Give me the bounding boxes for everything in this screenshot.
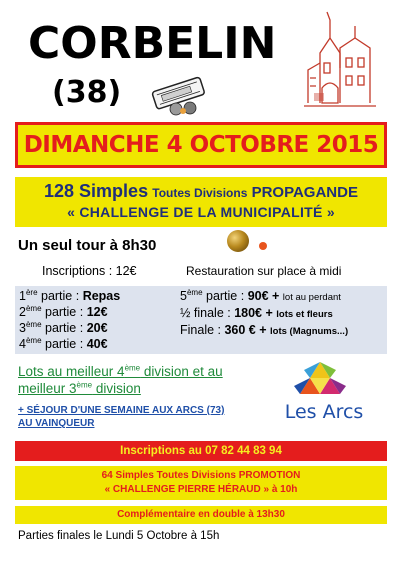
prize-round-1: [19, 289, 120, 303]
petanque-bag-illustration: [148, 74, 210, 121]
prize-round-2: [19, 305, 108, 319]
prize-label: partie :: [37, 289, 83, 303]
prize-final: [180, 323, 348, 337]
stay-prize-line: + SÉJOUR D'UNE SEMAINE AUX ARCS (73): [18, 405, 225, 416]
prize-extra: lots (Magnums...): [270, 326, 349, 337]
finals-note: Parties finales le Lundi 5 Octobre à 15h: [18, 530, 220, 542]
les-arcs-logo-text: Les Arcs: [284, 401, 364, 423]
prize-value: 360 € +: [224, 323, 270, 337]
stay-prize-line: AU VAINQUEUR: [18, 418, 95, 429]
prize-table: [15, 286, 387, 354]
prize-round-suffix: ère: [25, 287, 38, 297]
prize-round-3: [19, 321, 108, 335]
prize-value: 90€ +: [247, 289, 283, 303]
prize-round-number: 1: [19, 289, 26, 303]
prize-label: partie :: [41, 321, 87, 335]
event-box: [15, 177, 387, 227]
promotion-line: « CHALLENGE PIERRE HÉRAUD » à 10h: [104, 484, 298, 495]
prize-extra: lots et fleurs: [276, 309, 333, 320]
prize-value: 180€ +: [234, 306, 277, 320]
prize-value: 20€: [86, 321, 108, 335]
date-banner: [15, 122, 387, 168]
prize-value: 40€: [86, 337, 108, 351]
registration-phone-bar: Inscriptions au 07 82 44 83 94: [15, 441, 387, 461]
prize-round-suffix: ème: [186, 287, 203, 297]
prize-label: partie :: [41, 337, 87, 351]
town-title: CORBELIN: [28, 18, 277, 69]
lots-text-part: division: [92, 381, 141, 396]
lots-suffix: ème: [124, 363, 141, 373]
prize-label: ½ finale :: [180, 306, 235, 320]
prize-value: 12€: [86, 305, 108, 319]
lots-suffix: ème: [76, 380, 93, 390]
lots-text-part: Lots au meilleur 4: [18, 364, 125, 379]
prize-round-5: [180, 289, 341, 303]
prize-round-number: 2: [19, 305, 26, 319]
prize-extra: lot au perdant: [282, 292, 341, 303]
prize-label: partie :: [202, 289, 248, 303]
event-challenge: « CHALLENGE DE LA MUNICIPALITÉ »: [67, 204, 335, 220]
prize-label: Finale :: [180, 323, 225, 337]
les-arcs-logo: [270, 360, 378, 426]
division-lots-text: [18, 363, 258, 397]
prize-round-number: 5: [180, 289, 187, 303]
promotion-line: 64 Simples Toutes Divisions PROMOTION: [101, 470, 301, 481]
catering-note: Restauration sur place à midi: [186, 264, 342, 278]
event-divisions: Toutes Divisions: [152, 186, 248, 200]
jack-ball-icon: [259, 242, 267, 250]
prize-round-suffix: ème: [25, 335, 42, 345]
prize-round-suffix: ème: [25, 319, 42, 329]
prize-semifinal: [180, 306, 333, 320]
prize-value: Repas: [82, 289, 121, 303]
prize-round-number: 3: [19, 321, 26, 335]
registration-fee: Inscriptions : 12€: [42, 264, 137, 278]
prize-label: partie :: [41, 305, 87, 319]
event-date: DIMANCHE 4 OCTOBRE 2015: [23, 132, 379, 158]
prize-round-4: [19, 337, 108, 351]
single-round-text: Un seul tour à 8h30: [18, 237, 157, 254]
lots-text-part: division et au meilleur 3: [18, 364, 223, 396]
complementary-bar: Complémentaire en double à 13h30: [15, 506, 387, 524]
event-headline: [15, 181, 387, 202]
event-count: 128 Simples: [44, 181, 149, 201]
castle-sketch-illustration: [300, 8, 380, 113]
stay-prize: [18, 404, 224, 430]
event-category: PROPAGANDE: [251, 184, 358, 201]
department-code: (38): [52, 75, 122, 110]
prize-round-number: 4: [19, 337, 26, 351]
prize-round-suffix: ème: [25, 303, 42, 313]
promotion-box: [15, 466, 387, 500]
petanque-ball-icon: [227, 230, 249, 252]
